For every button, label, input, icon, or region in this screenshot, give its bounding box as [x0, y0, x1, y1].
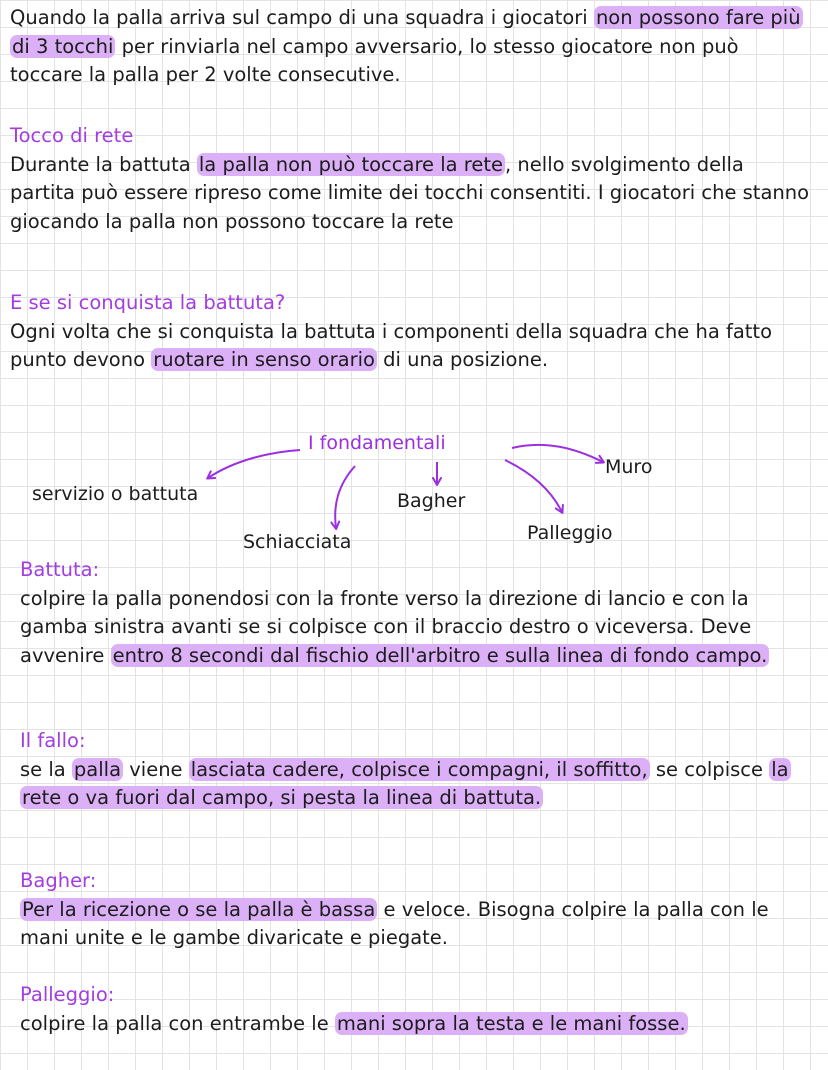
tocco-heading: Tocco di rete — [10, 124, 134, 147]
fallo-text: se la — [20, 757, 72, 781]
bagher-heading: Bagher: — [20, 869, 97, 892]
diagram-label-servizio: servizio o battuta — [32, 483, 199, 505]
fallo-highlight-2: lasciata cadere, colpisce i compagni, il soffitto, — [190, 757, 648, 781]
tocco-text: Durante la battuta — [10, 152, 197, 176]
arrow-servizio — [208, 450, 300, 478]
battuta-heading: Battuta: — [20, 558, 100, 581]
bagher-text: e veloce. Bisogna colpire la palla con le mani unite e le gambe divaricate e piegate. — [20, 897, 769, 949]
palleggio-section — [20, 981, 820, 1038]
intro-highlight: non possono fare più di 3 tocchi — [12, 6, 801, 58]
palleggio-text: colpire la palla con entrambe le — [20, 1011, 335, 1035]
battuta-highlight: entro 8 secondi dal fischio dell'arbitro e sulla linea di fondo campo. — [112, 643, 768, 667]
arrow-palleggio — [505, 460, 562, 512]
conquista-heading: E se si conquista la battuta? — [10, 291, 286, 314]
palleggio-body — [20, 1010, 820, 1039]
intro-text-end: per rinviarla nel campo avversario, lo stesso giocatore non può toccare la palla per 2 volte consecutive. — [10, 34, 739, 86]
palleggio-heading: Palleggio: — [20, 983, 115, 1006]
diagram-label-schiacciata: Schiacciata — [243, 531, 352, 553]
fallo-highlight-palla: palla — [73, 757, 122, 781]
fallo-text-2: viene — [123, 757, 189, 781]
tocco-text-end: , nello svolgimento della partita può essere ripreso come limite dei tocchi consentiti. I giocatori che stanno giocando la palla non possono toccare la rete — [10, 152, 810, 233]
arrow-muro — [512, 445, 603, 462]
diagram-title: I fondamentali — [308, 432, 446, 454]
battuta-text: colpire la palla ponendosi con la fronte verso la direzione di lancio e con la gamba sinistra avanti se si colpisce con il braccio destro o viceversa. Deve avvenire — [20, 586, 752, 667]
battuta-section — [20, 556, 820, 670]
diagram-label-bagher: Bagher — [397, 490, 466, 512]
conquista-text-end: di una posizione. — [376, 348, 549, 371]
bagher-section — [20, 867, 820, 953]
battuta-body — [20, 585, 820, 671]
diagram-label-palleggio: Palleggio — [527, 522, 613, 544]
arrow-schiacciata — [335, 466, 355, 528]
fallo-heading: Il fallo: — [20, 729, 86, 752]
fallo-highlight-3: la rete o va fuori dal campo, si pesta la linea di battuta. — [22, 757, 789, 809]
bagher-highlight: Per la ricezione o se la palla è bassa — [22, 897, 376, 921]
diagram-label-muro: Muro — [605, 456, 653, 478]
palleggio-highlight: mani sopra la testa e le mani fosse. — [336, 1011, 686, 1035]
fallo-text-3: se colpisce — [649, 757, 770, 781]
tocco-highlight: la palla non può toccare la rete — [198, 152, 504, 176]
conquista-text: Ogni volta che si conquista la battuta i componenti della squadra che ha fatto punto devono — [10, 319, 773, 371]
fallo-body — [20, 756, 820, 813]
fallo-section — [20, 727, 820, 813]
conquista-highlight: ruotare in senso orario — [153, 348, 375, 371]
bagher-body — [20, 896, 820, 953]
intro-text: Quando la palla arriva sul campo di una squadra i giocatori — [10, 6, 594, 29]
